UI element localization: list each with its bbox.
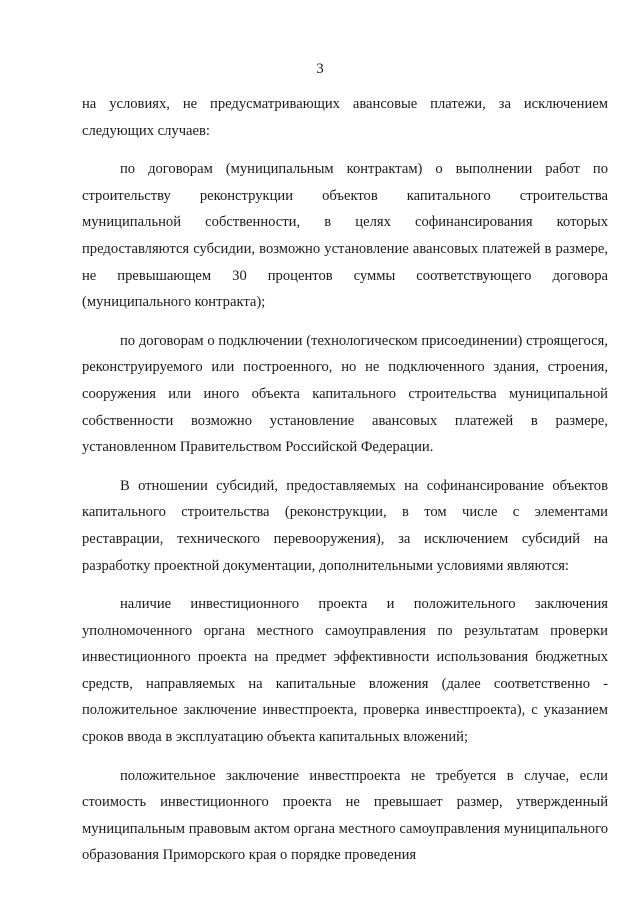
paragraph-3: по договорам о подключении (технологическом присоединении) строящегося, реконструируемого или построенного, но не подключенного здания, строения, сооружения или иного объекта капитального строительства муниципальной собственности возможно установление авансовых платежей в размере, установленном Правительством Российской Федерации. (82, 332, 608, 456)
paragraph-4: В отношении субсидий, предоставляемых на софинансирование объектов капитального строительства (реконструкции, в том числе с элементами реставрации, технического перевооружения), за исключением субсидий на разработку проектной документации, дополнительными условиями являются: (82, 477, 608, 574)
paragraph-6: положительное заключение инвестпроекта не требуется в случае, если стоимость инвестиционного проекта не превышает размер, утвержденный муниципальным правовым актом органа местного самоуправления муниципального образования Приморского края о порядке проведения (82, 767, 608, 864)
document-body (82, 91, 608, 869)
paragraph-1: на условиях, не предусматривающих авансовые платежи, за исключением следующих случаев: (82, 96, 608, 139)
paragraph-2: по договорам (муниципальным контрактам) о выполнении работ по строительству реконструкции объектов капитального строительства муниципальной собственности, в целях софинансирования которых предоставляются субсидии, возможно установление авансовых платежей в размере, не превышающем 30 процентов суммы соответствующего договора (муниципального контракта); (82, 161, 608, 311)
page-number: 3 (316, 61, 324, 77)
paragraph-5: наличие инвестиционного проекта и положительного заключения уполномоченного органа местного самоуправления по результатам проверки инвестиционного проекта на предмет эффективности использования бюджетных средств, направляемых на капитальные вложения (далее соответственно - положительное заключение инвестпроекта, проверка инвестпроекта), с указанием сроков ввода в эксплуатацию объекта капитальных вложений; (82, 596, 608, 746)
